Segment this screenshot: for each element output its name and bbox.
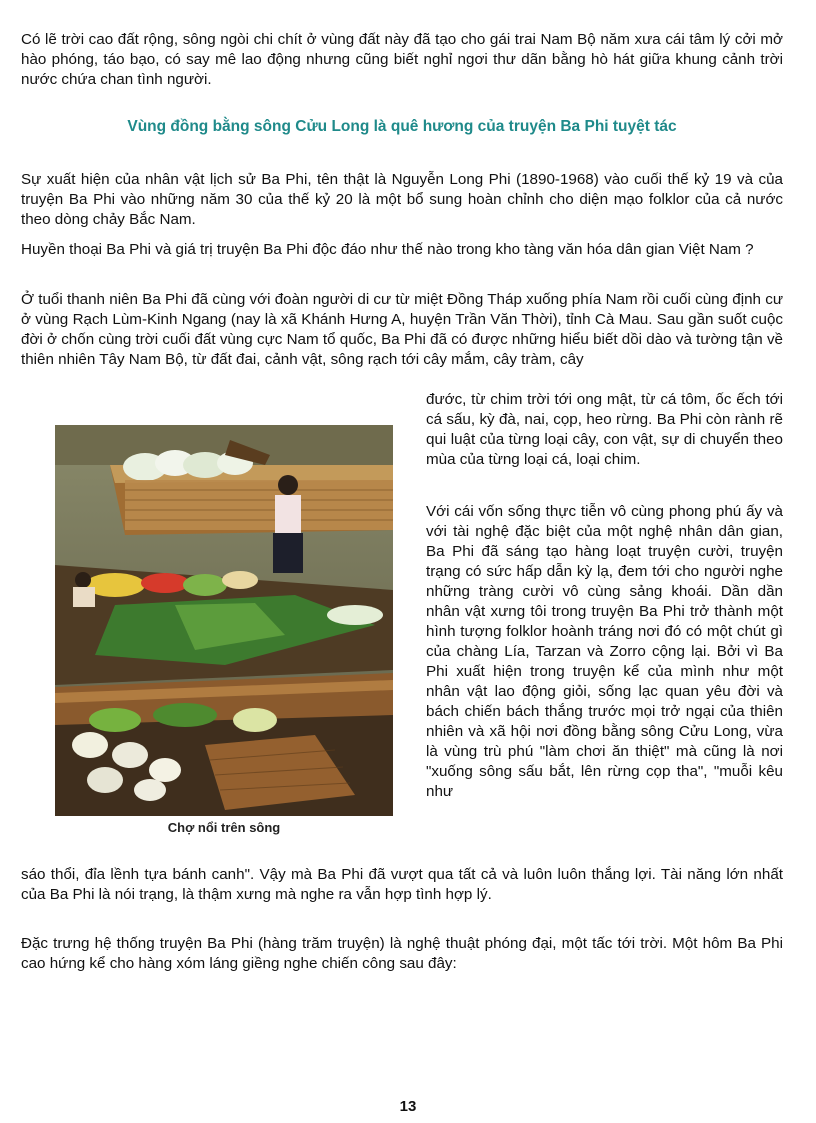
paragraph-ba-phi-stories: Với cái vốn sống thực tiễn vô cùng phong phú ấy và với tài nghệ đặc biệt của một nghệ nhân dân gian, Ba Phi đã sáng tạo hàng loạt truyện cười, truyện trạng có sức hấp dẫn kỳ lạ, đem tới cho người nghe những tràng cười vô cùng sảng khoái. Dần dần nhân vật xưng tôi trong truyện Ba Phi trở thành một hình tượng folklor hoành tráng nơi đó có một chút gì của chàng Lía, Tarzan và Zorro cộng lại. Bởi vì Ba Phi xuất hiện trong truyện kể của mình như một nhân vật lao động giỏi, sống lạc quan yêu đời và bách chiến bách thắng trước mọi trở ngại của thiên nhiên và xã hội nơi đồng bằng sông Cửu Long, vừa là vùng trù phú "làm chơi ăn thiệt" mà cũng là nơi "xuống sông sấu bắt, lên rừng cọp tha", "muỗi kêu như [426, 503, 783, 800]
intro-paragraph: Có lẽ trời cao đất rộng, sông ngòi chi chít ở vùng đất này đã tạo cho gái trai Nam Bộ năm xưa cái tâm lý cởi mở hào phóng, táo bạo, có say mê lao động nhưng cũng biết nghỉ ngơi thư dãn bằng hò hát giữa khung cảnh trời nước chứa chan tình người. [21, 31, 783, 88]
paragraph-ba-phi-victory: sáo thổi, đỉa lềnh tựa bánh canh". Vậy mà Ba Phi đã vượt qua tất cả và luôn luôn thắng lợi. Tài năng lớn nhất của Ba Phi là nói trạng, là thậm xưng mà nghe ra vẫn hợp tình hợp lý. [21, 866, 783, 903]
photo-caption: Chợ nổi trên sông [167, 820, 281, 835]
paragraph-ba-phi-youth: Ở tuổi thanh niên Ba Phi đã cùng với đoàn người di cư từ miệt Đồng Tháp xuống phía Nam rồi cuối cùng định cư ở vùng Rạch Lùm-Kinh Ngang (nay là xã Khánh Hưng A, huyện Trần Văn Thời), tỉnh Cà Mau. Sau gần suốt cuộc đời ở chốn cùng trời cuối đất vùng cực Nam tổ quốc, Ba Phi đã có được những hiểu biết dồi dào và tường tận về thiên nhiên Tây Nam Bộ, từ đất đai, cảnh vật, sông rạch tới cây mắm, cây tràm, cây [21, 291, 783, 368]
floating-market-photo [55, 425, 393, 816]
paragraph-ba-phi-exaggeration: Đặc trưng hệ thống truyện Ba Phi (hàng trăm truyện) là nghệ thuật phóng đại, một tấc tới trời. Một hôm Ba Phi cao hứng kể cho hàng xóm láng giềng nghe chiến công sau đây: [21, 935, 783, 972]
section-heading: Vùng đồng bằng sông Cửu Long là quê hương của truyện Ba Phi tuyệt tác [127, 118, 677, 135]
paragraph-ba-phi-question: Huyền thoại Ba Phi và giá trị truyện Ba Phi độc đáo như thế nào trong kho tàng văn hóa dân gian Việt Nam ? [21, 241, 754, 258]
page-number: 13 [399, 1098, 417, 1115]
paragraph-ba-phi-nature: đước, từ chim trời tới ong mật, từ cá tôm, ốc ếch tới cá sấu, kỳ đà, nai, cọp, heo rừng. Ba Phi còn rành rẽ qui luật của từng loại cây, con vật, sự di chuyển theo mùa của từng loại cá, loại chim. [426, 391, 783, 468]
paragraph-ba-phi-appearance: Sự xuất hiện của nhân vật lịch sử Ba Phi, tên thật là Nguyễn Long Phi (1890-1968) vào cuối thế kỷ 19 và của truyện Ba Phi vào những năm 30 của thế kỷ 20 là một bổ sung hoàn chỉnh cho diện mạo folklor của cả nước theo dòng chảy Bắc Nam. [21, 171, 783, 228]
